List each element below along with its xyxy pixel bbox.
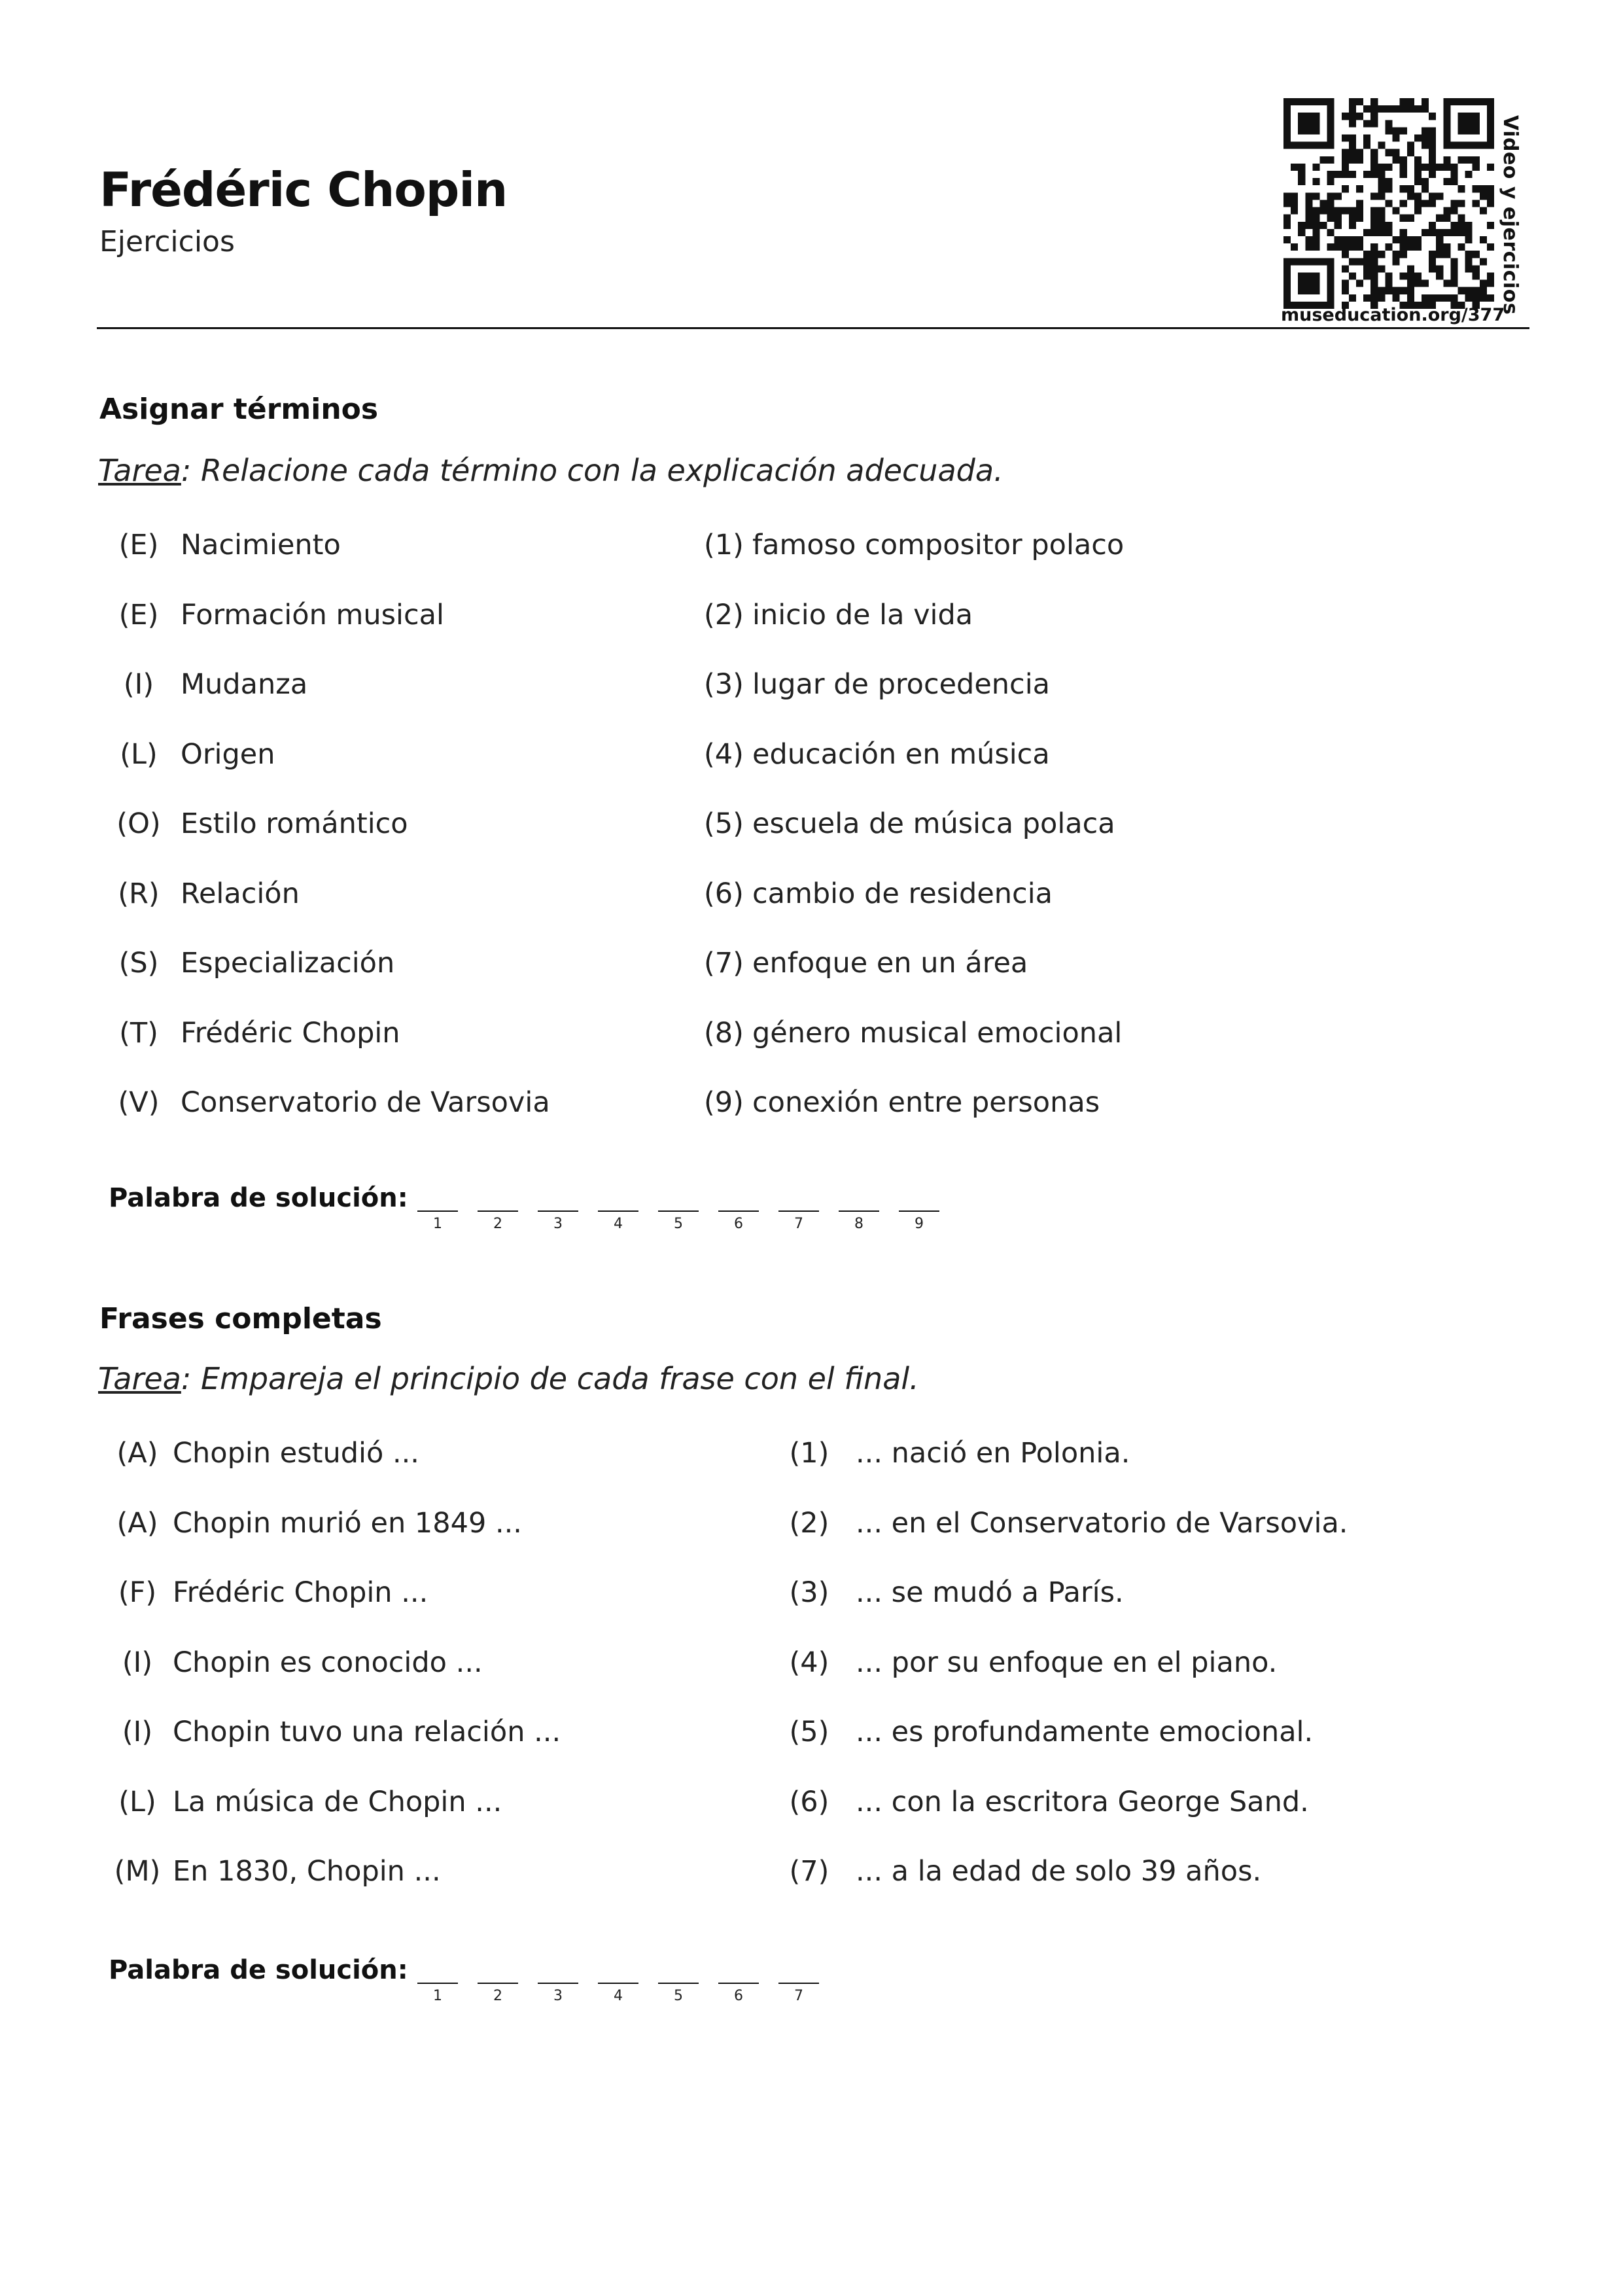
sentence-ending-label: (1) (789, 1437, 829, 1470)
explanation-label: (1) (704, 529, 744, 561)
page-subtitle: Ejercicios (99, 225, 235, 258)
term-label: (I) (123, 668, 154, 701)
task-instruction-1 (98, 453, 1003, 488)
sentence-beginning-row (113, 1507, 522, 1540)
solution-blank[interactable] (598, 1210, 638, 1232)
sentence-ending-label: (3) (789, 1576, 829, 1609)
sentence-ending-text: ... con la escritora George Sand. (856, 1785, 1309, 1818)
explanation-text: lugar de procedencia (752, 668, 1050, 701)
solution-blank-number: 6 (734, 1216, 743, 1232)
explanation-label: (8) (704, 1016, 744, 1050)
sentence-beginning-text: En 1830, Chopin ... (173, 1855, 441, 1888)
solution-blank-line (598, 1983, 638, 1984)
solution-blank[interactable] (658, 1210, 699, 1232)
solution-blank[interactable] (538, 1983, 578, 2004)
task-text: : Empareja el principio de cada frase con el final. (181, 1361, 919, 1396)
sentence-beginning-label: (A) (116, 1506, 158, 1540)
sentence-beginning-text: La música de Chopin ... (173, 1785, 502, 1818)
solution-blank-number: 1 (433, 1216, 442, 1232)
task-text: : Relacione cada término con la explicación adecuada. (181, 453, 1003, 488)
sentence-ending-label: (6) (789, 1785, 829, 1818)
explanation-row (704, 877, 1053, 910)
solution-blank-line (417, 1983, 458, 1984)
explanation-row (704, 529, 1124, 561)
explanation-text: educación en música (752, 737, 1050, 771)
term-text: Especialización (181, 947, 395, 980)
sentence-beginning-row (113, 1576, 428, 1609)
solution-blank-number: 4 (614, 1216, 623, 1232)
sentence-beginning-row (113, 1437, 419, 1470)
term-text: Mudanza (181, 668, 308, 701)
term-label: (L) (120, 737, 158, 771)
solution-blank-number: 5 (674, 1988, 683, 2004)
solution-blank-number: 3 (553, 1988, 563, 2004)
solution-blank-number: 6 (734, 1988, 743, 2004)
solution-blank-line (718, 1210, 759, 1212)
sentence-beginning-label: (I) (122, 1716, 153, 1748)
task-instruction-2 (98, 1361, 919, 1396)
solution-blank-line (778, 1983, 819, 1984)
explanation-text: conexión entre personas (752, 1086, 1100, 1119)
qr-url: museducation.org/377 (1281, 305, 1505, 325)
sentence-ending-text: ... nació en Polonia. (856, 1437, 1130, 1470)
solution-blank-number: 7 (794, 1988, 803, 2004)
explanation-row (704, 599, 973, 631)
sentence-ending-label: (4) (789, 1646, 829, 1679)
term-row (113, 738, 275, 771)
qr-side-label: Video y ejercicios (1499, 115, 1522, 315)
explanation-text: escuela de música polaca (752, 807, 1115, 840)
sentence-ending-text: ... se mudó a París. (856, 1576, 1124, 1609)
sentence-beginning-row (113, 1716, 561, 1748)
term-row (113, 668, 307, 701)
explanation-row (704, 738, 1050, 771)
solution-blank-number: 2 (493, 1216, 502, 1232)
solution-blank-number: 4 (614, 1988, 623, 2004)
solution-blank-number: 2 (493, 1988, 502, 2004)
qr-code-icon (1283, 98, 1494, 309)
term-text: Nacimiento (181, 529, 341, 561)
explanation-label: (7) (704, 947, 744, 980)
header-divider (97, 327, 1529, 329)
solution-blank[interactable] (778, 1210, 819, 1232)
solution-blank[interactable] (417, 1210, 458, 1232)
solution-blank[interactable] (718, 1210, 759, 1232)
solution-blank-line (899, 1210, 939, 1212)
explanation-row (704, 1017, 1122, 1050)
explanation-label: (6) (704, 877, 744, 910)
sentence-ending-label: (7) (789, 1855, 829, 1888)
sentence-beginning-label: (I) (122, 1646, 153, 1679)
sentence-ending-label: (2) (789, 1506, 829, 1540)
sentence-ending-text: ... por su enfoque en el piano. (856, 1646, 1278, 1679)
solution-blank-number: 8 (854, 1216, 864, 1232)
explanation-row (704, 947, 1028, 980)
sentence-beginning-text: Frédéric Chopin ... (173, 1576, 428, 1609)
solution-blank-number: 1 (433, 1988, 442, 2004)
term-row (113, 877, 300, 910)
solution-blank[interactable] (538, 1210, 578, 1232)
solution-blank-line (718, 1983, 759, 1984)
term-label: (E) (118, 529, 159, 561)
sentence-ending-row (789, 1437, 1130, 1470)
solution-blank[interactable] (478, 1210, 518, 1232)
sentence-ending-row (789, 1786, 1309, 1818)
explanation-text: enfoque en un área (752, 947, 1028, 980)
sentence-beginning-text: Chopin es conocido ... (173, 1646, 483, 1679)
term-text: Conservatorio de Varsovia (181, 1086, 550, 1119)
term-label: (O) (116, 807, 161, 840)
sentence-beginning-text: Chopin estudió ... (173, 1437, 419, 1470)
sentence-ending-row (789, 1646, 1277, 1679)
term-label: (V) (118, 1086, 160, 1119)
section-title-assign-terms: Asignar términos (99, 393, 379, 426)
sentence-beginning-row (113, 1855, 441, 1888)
solution-blank-number: 3 (553, 1216, 563, 1232)
term-text: Formación musical (181, 598, 444, 631)
explanation-label: (2) (704, 598, 744, 631)
term-text: Estilo romántico (181, 807, 408, 840)
sentence-ending-row (789, 1855, 1261, 1888)
sentence-beginning-label: (M) (114, 1855, 161, 1888)
solution-blank-number: 9 (915, 1216, 924, 1232)
solution-label-2: Palabra de solución: (109, 1955, 408, 1985)
solution-blank[interactable] (478, 1983, 518, 2004)
solution-blank-number: 5 (674, 1216, 683, 1232)
term-text: Origen (181, 737, 275, 771)
explanation-row (704, 668, 1050, 701)
solution-blank[interactable] (899, 1210, 939, 1232)
explanation-label: (3) (704, 668, 744, 701)
explanation-text: género musical emocional (752, 1016, 1123, 1050)
explanation-text: famoso compositor polaco (752, 529, 1125, 561)
solution-blank-line (538, 1210, 578, 1212)
solution-blank-line (417, 1210, 458, 1212)
explanation-label: (5) (704, 807, 744, 840)
explanation-row (704, 807, 1115, 840)
solution-blank-line (598, 1210, 638, 1212)
term-label: (S) (118, 947, 159, 980)
explanation-label: (4) (704, 737, 744, 771)
explanation-text: inicio de la vida (752, 598, 973, 631)
sentence-ending-text: ... en el Conservatorio de Varsovia. (856, 1506, 1348, 1540)
explanation-label: (9) (704, 1086, 744, 1119)
sentence-ending-text: ... es profundamente emocional. (856, 1716, 1314, 1748)
sentence-beginning-row (113, 1786, 502, 1818)
term-row (113, 947, 394, 980)
term-row (113, 529, 341, 561)
solution-blank[interactable] (658, 1983, 699, 2004)
sentence-ending-row (789, 1716, 1313, 1748)
solution-blank-line (478, 1983, 518, 1984)
term-row (113, 807, 408, 840)
term-row (113, 1086, 550, 1119)
solution-label-1: Palabra de solución: (109, 1183, 408, 1213)
term-text: Relación (181, 877, 300, 910)
solution-blank[interactable] (417, 1983, 458, 2004)
term-text: Frédéric Chopin (181, 1016, 400, 1050)
term-row (113, 599, 444, 631)
sentence-beginning-label: (F) (118, 1576, 157, 1609)
sentence-beginning-label: (L) (118, 1785, 156, 1818)
task-label: Tarea (98, 1361, 181, 1396)
sentence-ending-row (789, 1576, 1124, 1609)
sentence-ending-row (789, 1507, 1348, 1540)
sentence-ending-text: ... a la edad de solo 39 años. (856, 1855, 1262, 1888)
term-label: (E) (118, 598, 159, 631)
solution-blank-line (478, 1210, 518, 1212)
solution-blank-line (778, 1210, 819, 1212)
solution-blank-number: 7 (794, 1216, 803, 1232)
sentence-beginning-text: Chopin murió en 1849 ... (173, 1506, 522, 1540)
sentence-ending-label: (5) (789, 1716, 829, 1748)
term-label: (T) (119, 1016, 158, 1050)
solution-blank-line (658, 1983, 699, 1984)
solution-blank-line (839, 1210, 879, 1212)
solution-blank-line (538, 1983, 578, 1984)
solution-blank-line (658, 1210, 699, 1212)
page-title: Frédéric Chopin (99, 162, 508, 217)
solution-blank[interactable] (778, 1983, 819, 2004)
section-title-complete-sentences: Frases completas (99, 1302, 382, 1335)
term-label: (R) (118, 877, 160, 910)
solution-blank[interactable] (598, 1983, 638, 2004)
sentence-beginning-label: (A) (116, 1437, 158, 1470)
explanation-text: cambio de residencia (752, 877, 1053, 910)
sentence-beginning-text: Chopin tuvo una relación ... (173, 1716, 561, 1748)
sentence-beginning-row (113, 1646, 483, 1679)
solution-blank[interactable] (718, 1983, 759, 2004)
task-label: Tarea (98, 453, 181, 488)
explanation-row (704, 1086, 1100, 1119)
solution-blank[interactable] (839, 1210, 879, 1232)
term-row (113, 1017, 400, 1050)
